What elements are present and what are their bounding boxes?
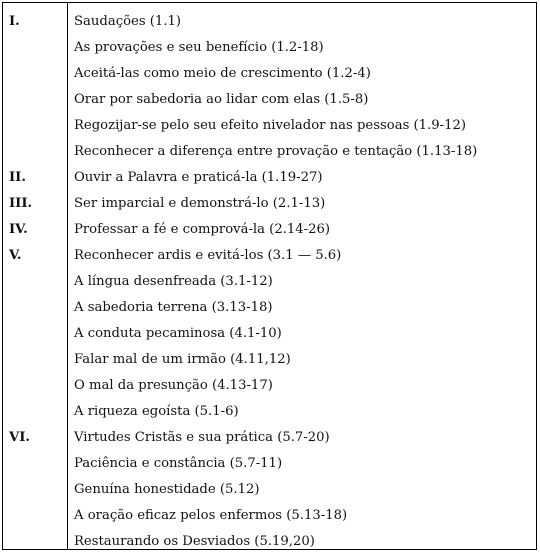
section-title: Saudações (1.1) bbox=[74, 14, 182, 29]
subsection-title: A riqueza egoísta (5.1-6) bbox=[74, 404, 239, 419]
subsection-title: A oração eficaz pelos enfermos (5.13-18) bbox=[74, 508, 348, 523]
subsection-title: As provações e seu benefício (1.2-18) bbox=[74, 40, 324, 55]
outline-row-13 bbox=[3, 321, 536, 347]
subsection-title: A sabedoria terrena (3.13-18) bbox=[74, 300, 273, 315]
outline-row-9 bbox=[3, 217, 536, 243]
outline-row-11 bbox=[3, 269, 536, 295]
outline-row-18 bbox=[3, 451, 536, 477]
subsection-title: A língua desenfreada (3.1-12) bbox=[74, 274, 273, 289]
subsection-title: Aceitá-las como meio de crescimento (1.2-4) bbox=[74, 66, 371, 81]
outline-row-4 bbox=[3, 87, 536, 113]
outline-row-17 bbox=[3, 425, 536, 451]
section-numeral: IV. bbox=[9, 222, 28, 237]
outline-row-16 bbox=[3, 399, 536, 425]
section-numeral: V. bbox=[9, 248, 22, 263]
subsection-title: O mal da presunção (4.13-17) bbox=[74, 378, 273, 393]
section-title: Virtudes Cristãs e sua prática (5.7-20) bbox=[74, 430, 330, 445]
outline-row-2 bbox=[3, 35, 536, 61]
outline-table bbox=[2, 2, 537, 550]
subsection-title: Paciência e constância (5.7-11) bbox=[74, 456, 283, 471]
subsection-title: A conduta pecaminosa (4.1-10) bbox=[74, 326, 282, 341]
section-title: Ouvir a Palavra e praticá-la (1.19-27) bbox=[74, 170, 323, 185]
outline-row-5 bbox=[3, 113, 536, 139]
outline-row-3 bbox=[3, 61, 536, 87]
outline-row-12 bbox=[3, 295, 536, 321]
subsection-title: Falar mal de um irmão (4.11,12) bbox=[74, 352, 291, 367]
outline-row-6 bbox=[3, 139, 536, 165]
outline-row-21 bbox=[3, 529, 536, 555]
section-numeral: III. bbox=[9, 196, 33, 211]
outline-row-7 bbox=[3, 165, 536, 191]
section-title: Professar a fé e comprová-la (2.14-26) bbox=[74, 222, 331, 237]
section-numeral: I. bbox=[9, 14, 20, 29]
subsection-title: Restaurando os Desviados (5.19,20) bbox=[74, 534, 315, 549]
outline-row-10 bbox=[3, 243, 536, 269]
subsection-title: Reconhecer a diferença entre provação e tentação (1.13-18) bbox=[74, 144, 478, 159]
subsection-title: Orar por sabedoria ao lidar com elas (1.5-8) bbox=[74, 92, 369, 107]
section-numeral: VI. bbox=[9, 430, 30, 445]
section-title: Reconhecer ardis e evitá-los (3.1 — 5.6) bbox=[74, 248, 342, 263]
outline-row-8 bbox=[3, 191, 536, 217]
outline-row-19 bbox=[3, 477, 536, 503]
outline-row-15 bbox=[3, 373, 536, 399]
outline-row-20 bbox=[3, 503, 536, 529]
outline-rows bbox=[3, 9, 536, 555]
outline-row-1 bbox=[3, 9, 536, 35]
section-title: Ser imparcial e demonstrá-lo (2.1-13) bbox=[74, 196, 326, 211]
outline-row-14 bbox=[3, 347, 536, 373]
subsection-title: Regozijar-se pelo seu efeito nivelador nas pessoas (1.9-12) bbox=[74, 118, 467, 133]
subsection-title: Genuína honestidade (5.12) bbox=[74, 482, 260, 497]
section-numeral: II. bbox=[9, 170, 26, 185]
